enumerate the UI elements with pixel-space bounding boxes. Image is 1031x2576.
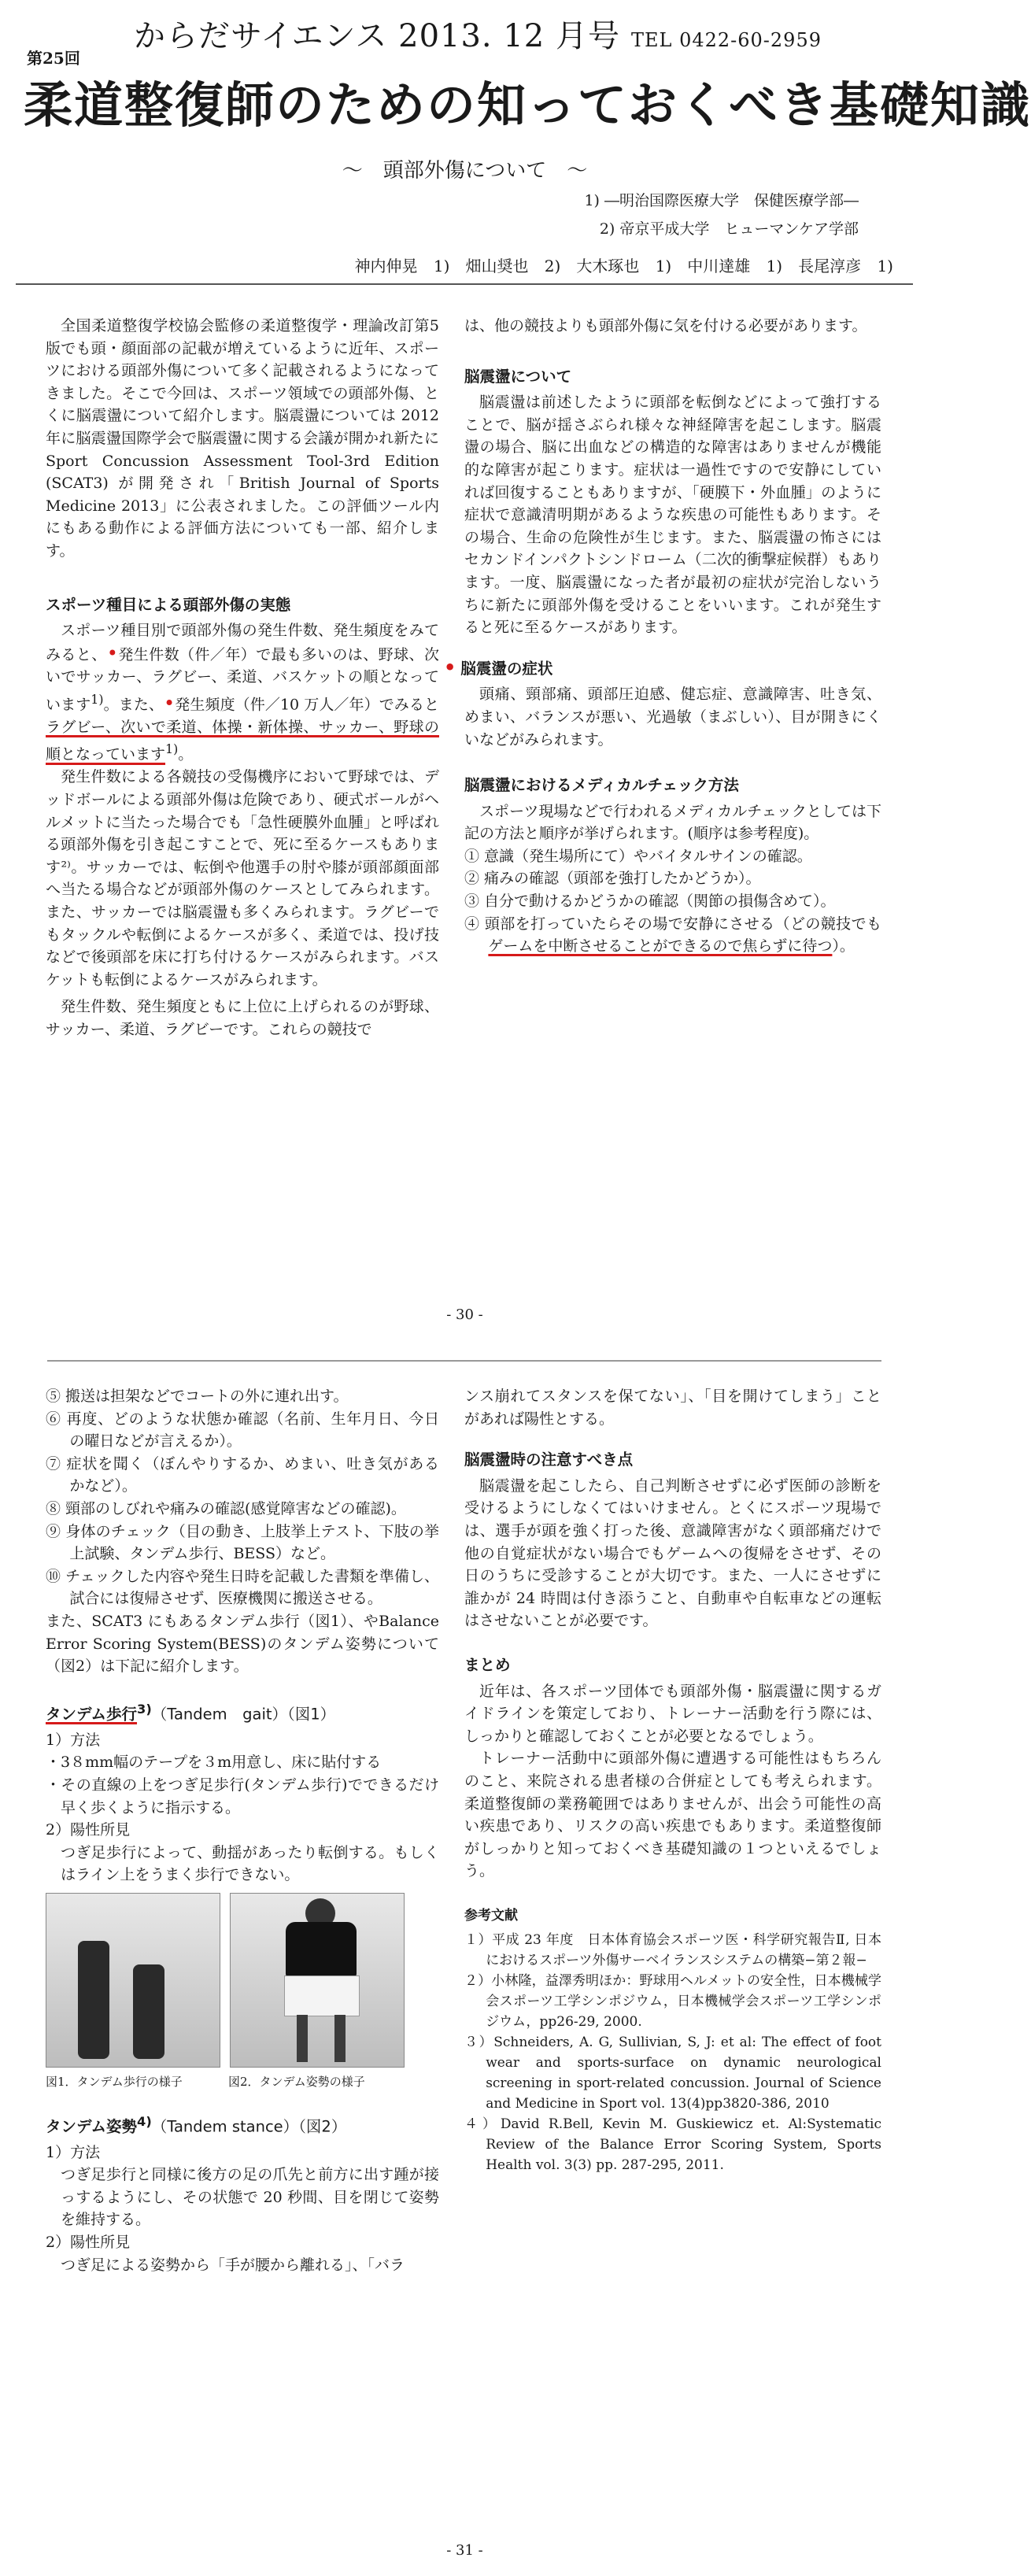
summary-paragraph-1: 近年は、各スポーツ団体でも頭部外傷・脳震盪に関するガイドラインを策定しており、トレーナー活動を行う際には、しっかりと確認しておくことが必要となるでしょう。 (464, 1682, 881, 1745)
sports-paragraph-1: スポーツ種目別で頭部外傷の発生件数、発生頻度をみてみると、•発生件数（件／年）で最も多いのは、野球、次いでサッカー、ラグビー、柔道、バスケットの順となっています$^{1)}$。また、•発生頻度（件／10 万人／年）でみるとラグビー、次いで柔道、体操・新体操、サッカー、野球の順となっています$^{1)}$。 (46, 622, 439, 763)
issue-number: 第25回 (27, 49, 80, 68)
list-item: ⑨ 身体のチェック（目の動き、上肢挙上テスト、下肢の挙上試験、タンデム歩行、BESS）など。 (46, 1522, 439, 1563)
sports-paragraph-3: 発生件数、発生頻度ともに上位に上げられるのが野球、サッカー、柔道、ラグビーです。これらの競技で (46, 998, 439, 1038)
continued-text: ンス崩れてスタンスを保てない」、「目を開けてしまう」ことがあれば陽性とする。 (464, 1388, 881, 1428)
figure-1-photo (46, 1893, 220, 2068)
continued-text: は、他の競技よりも頭部外傷に気を付ける必要があります。 (464, 317, 867, 334)
section-heading-tandem-gait: タンデム歩行$^{3)}$（Tandem gait）（図1） (46, 1701, 336, 1724)
reference-item: １）平成 23 年度 日本体育協会スポーツ医・科学研究報告Ⅱ, 日本におけるスポーツ外傷サーベイランスシステムの構築−第２報− (464, 1932, 881, 1969)
list-item: ④ 頭部を打っていたらその場で安静にさせる（どの競技でもゲームを中断させることができるので焦らずに待つ）。 (464, 915, 881, 955)
figure-2-caption: 図2．タンデム姿勢の様子 (228, 2074, 365, 2089)
red-dot-marker: • (164, 692, 176, 715)
tg-method-1: ・3８mm幅のテープを３m用意し、床に貼付する (46, 1754, 382, 1772)
section-heading-summary: まとめ (464, 1655, 511, 1674)
reference-list (464, 1930, 881, 2175)
section-heading-concussion: 脳震盪について (464, 367, 572, 386)
reference-item: ３）Schneiders, A. G, Sullivian, S, J: et al: The effect of foot wear and sports-surface on dynamic neurological screening in sport-related concussion. Journal of Science and Medicine in Sport vol. 13(4)pp3820-386, 2010 (464, 2035, 881, 2112)
publication-title: からだサイエンス 2013. 12 月号 (134, 18, 620, 54)
figure-2-photo (230, 1893, 405, 2068)
list-item: ⑧ 頸部のしびれや痛みの確認(感覚障害などの確認)。 (46, 1499, 406, 1517)
affiliation-2: 2) 帝京平成大学 ヒューマンケア学部 (599, 220, 859, 238)
publication-header (134, 11, 822, 56)
list-item: ③ 自分で動けるかどうかの確認（関節の損傷含めて）。 (464, 893, 836, 911)
section-heading-references: 参考文献 (464, 1907, 518, 1924)
column-left (46, 1385, 439, 2276)
figure-captions (46, 2071, 439, 2094)
caution-paragraph: 脳震盪を起こしたら、自己判断させずに必ず医師の診断を受けるようにしなくてはいけません。とくにスポーツ現場では、選手が頭を強く打った後、意識障害がなく頭部痛だけで他の自覚症状がない場合でもゲームへの復帰をさせず、その日のうちに受診することが大切です。また、一人にさせずに誰かが 24 時間は付き添うこと、自動車や自転車などの運転はさせないことが必要です。 (464, 1476, 881, 1630)
column-right (464, 1385, 881, 2175)
section-heading-sports: スポーツ種目による頭部外傷の実態 (46, 595, 291, 614)
section-heading-caution: 脳震盪時の注意すべき点 (464, 1451, 634, 1469)
page-number: - 31 - (446, 2542, 483, 2559)
section-heading-medical-check: 脳震盪におけるメディカルチェック方法 (464, 776, 739, 795)
scat-note: また、SCAT3 にもあるタンデム歩行（図1）、やBalance Error Scoring System(BESS)のタンデム姿勢について（図2）は下記に紹介します。 (46, 1612, 439, 1676)
medical-check-list (464, 845, 881, 958)
highlighted-text: ラグビー、次いで柔道、体操・新体操、サッカー、野球の順となっています (46, 718, 439, 763)
header-rule (16, 283, 913, 285)
figure-1-caption: 図1．タンデム歩行の様子 (46, 2074, 183, 2089)
publication-tel: TEL 0422-60-2959 (630, 29, 822, 51)
article-title: 柔道整復師のための知っておくべき基礎知識 (24, 76, 1031, 134)
column-right (444, 315, 881, 958)
section-heading-symptoms: • 脳震盪の症状 (444, 656, 553, 678)
reference-item: ４）David R.Bell, Kevin M. Guskiewicz et. Al:Systematic Review of the Balance Error Scoring System, Sports Health vol. 3(3) pp. 287-295, 2011. (464, 2116, 881, 2174)
tg-method-2: ・その直線の上をつぎ足歩行(タンデム歩行)でできるだけ早く歩くように指示する。 (46, 1776, 439, 1817)
section-heading-tandem-stance: タンデム姿勢$^{4)}$（Tandem stance）（図2） (46, 2113, 347, 2136)
medical-check-list-continued (46, 1385, 439, 1610)
reference-item: ２）小林隆，益澤秀明ほか：野球用ヘルメットの安全性，日本機械学会スポーツ工学シンポジウム，日本機械学会スポーツ工学シンポジウム，pp26-29, 2000. (464, 1973, 881, 2031)
ts-positive-label: 2）陽性所見 (46, 2234, 131, 2252)
concussion-paragraph: 脳震盪は前述したように頭部を転倒などによって強打することで、脳が揺さぶられ様々な神経障害を起こします。脳震盪の場合、脳に出血などの構造的な障害はありませんが機能的な障害が起こります。症状は一過性ですので安静にしていれば回復することもありますが、「硬膜下・外血腫」のように症状で意識清明期があるような疾患の可能性もあります。その場合、生命の危険性が生じます。また、脳震盪の怖さにはセカンドインパクトシンドローム（二次的衝撃症候群）もあります。一度、脳震盪になった者が最初の症状が完治しないうちに新たに頭部外傷を受けることをいいます。これが発生すると死に至るケースがあります。 (464, 394, 881, 637)
author-list: 神内伸晃 1) 畑山奨也 2) 大木琢也 1) 中川達雄 1) 長尾淳彦 1) (354, 257, 893, 275)
list-item: ⑥ 再度、どのような状態か確認（名前、生年月日、今日の曜日などが言えるか）。 (46, 1410, 439, 1451)
tg-positive-text: つぎ足歩行によって、動揺があったり転倒する。もしくはライン上をうまく歩行できない。 (61, 1843, 439, 1884)
list-item: ⑩ チェックした内容や発生日時を記載した書類を準備し、試合には復帰させず、医療機関に搬送させる。 (46, 1567, 439, 1608)
red-dot-marker: • (444, 656, 456, 678)
tg-method-label: 1）方法 (46, 1731, 101, 1749)
figures (46, 1893, 439, 2068)
page-number: - 30 - (446, 1306, 483, 1323)
medical-check-paragraph: スポーツ現場などで行われるメディカルチェックとしては下記の方法と順序が挙げられます。(順序は参考程度)。 (464, 802, 881, 843)
intro-paragraph: 全国柔道整復学校協会監修の柔道整復学・理論改訂第5版でも頭・顔面部の記載が増えているように近年、スポーツにおける頭部外傷について多く記載されるようになってきました。そこで今回は、スポーツ領域での頭部外傷、とくに脳震盪について紹介します。脳震盪については 2012 年に脳震盪国際学会で脳震盪に関する会議が開かれ新たに Sport Concussion Assessment Tool-3rd Edition (SCAT3) が開発され「British Journal of Sports Medicine 2013」に公表されました。この評価ツール内にもある動作による評価方法についても一部、紹介します。 (46, 317, 439, 560)
column-left (46, 315, 439, 1040)
ts-method-label: 1）方法 (46, 2143, 101, 2161)
ts-positive-text: つぎ足による姿勢から「手が腰から離れる」、「バラ (61, 2256, 405, 2274)
article-subtitle: 〜 頭部外傷について 〜 (342, 159, 588, 183)
summary-paragraph-2: トレーナー活動中に頭部外傷に遭遇する可能性はもちろんのこと、来院される患者様の合併症としても考えられます。柔道整復師の業務範囲ではありませんが、出会う可能性の高い疾患であり、リスクの高い疾患でもあります。柔道整復師がしっかりと知っておくべき基礎知識の１つといえるでしょう。 (464, 1750, 881, 1880)
page-divider (47, 1360, 881, 1362)
sports-paragraph-2: 発生件数による各競技の受傷機序において野球では、デッドボールによる頭部外傷は危険であり、硬式ボールがヘルメットに当たった場合でも「急性硬膜外血腫」と呼ばれる頭部外傷を引き起こすことで、死に至るケースもあります²⁾。サッカーでは、転倒や他選手の肘や膝が頭部顔面部へ当たる場合などが頭部外傷のケースとしてみられます。また、サッカーでは脳震盪も多くみられます。ラグビーでもタックルや転倒によるケースが多く、柔道では、投げ技などで後頭部を床に打ち付けるケースがみられます。バスケットも転倒によるケースがみられます。 (46, 768, 439, 989)
list-item: ② 痛みの確認（頭部を強打したかどうか）。 (464, 870, 761, 888)
affiliation-1: 1) ―明治国際医療大学 保健医療学部― (584, 192, 859, 209)
red-dot-marker: • (106, 641, 118, 664)
tg-positive-label: 2）陽性所見 (46, 1821, 131, 1839)
page-31 (0, 1369, 929, 2576)
list-item: ⑤ 搬送は担架などでコートの外に連れ出す。 (46, 1388, 349, 1405)
symptoms-paragraph: 頭痛、頸部痛、頭部圧迫感、健忘症、意識障害、吐き気、めまい、バランスが悪い、光過敏（まぶしい）、目が開きにくいなどがみられます。 (464, 686, 881, 748)
ts-method-text: つぎ足歩行と同様に後方の足の爪先と前方に出す踵が接っするようにし、その状態で 20 秒間、目を閉じて姿勢を維持する。 (61, 2166, 439, 2229)
list-item: ① 意識（発生場所にて）やバイタルサインの確認。 (464, 847, 812, 865)
list-item: ⑦ 症状を聞く（ぼんやりするか、めまい、吐き気があるかなど）。 (46, 1454, 439, 1495)
highlighted-text: ゲームを中断させることができるので焦らずに待つ (488, 937, 833, 955)
